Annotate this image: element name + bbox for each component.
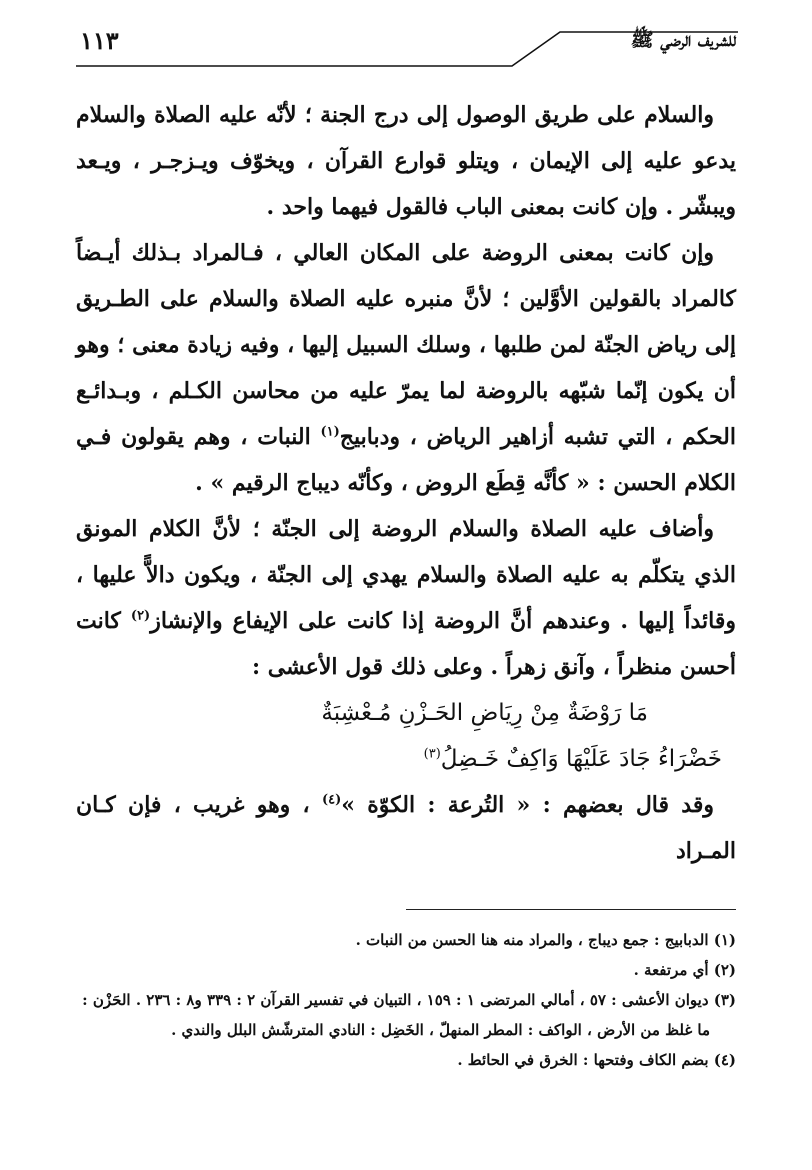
- paragraph-2: [76, 230, 736, 506]
- footnote-ref-4: (٤): [321, 792, 342, 808]
- text-line: كالمراد بالقولين الأوَّلين ؛ لأنَّ منبره عليه الصلاة والسلام على الطـريق: [76, 286, 736, 312]
- footnote-2: (٢) أي مرتفعة .: [633, 961, 736, 979]
- text-line: الحكم ، التي تشبه أزاهير الرياض ، ودبابيج: [339, 424, 736, 450]
- footnote-3: (٣) ديوان الأعشى : ٥٧ ، أمالي المرتضى ١ : ١٥٩ ، التبيان في تفسير القرآن ٢ : ٣٣٩ و٨ : ٢٣٦ . الحَزْن :: [82, 991, 736, 1009]
- text-line: وأضاف عليه الصلاة والسلام الروضة إلى الجنّة ؛ لأنَّ الكلام المونق: [76, 516, 714, 542]
- text-line: يدعو عليه إلى الإيمان ، ويتلو قوارع القرآن ، ويخوّف ويـزجـر ، ويـعد: [76, 148, 736, 174]
- text-line: والسلام على طريق الوصول إلى درج الجنة ؛ لأنّه عليه الصلاة والسلام: [76, 102, 714, 128]
- footnote-divider: [406, 909, 736, 910]
- verse-line-1: مَا رَوْضَةٌ مِنْ رِيَاضِ الحَـزْنِ مُـعْشِبَةٌ: [321, 700, 648, 726]
- footnote-ref-3: (٣): [423, 746, 441, 762]
- text-line: ويبشّر . وإن كانت بمعنى الباب فالقول فيهما واحد .: [266, 194, 736, 220]
- paragraph-4: [76, 782, 736, 874]
- paragraph-1: [76, 92, 736, 230]
- text-line: وقد قال بعضهم : « التُرعة : الكوّة »: [341, 792, 714, 818]
- footnote-ref-1: (١): [320, 424, 340, 440]
- text-line: الكلام الحسن : « كأنَّه قِطَع الروض ، وكأنّه ديباج الرقيم » .: [195, 470, 736, 496]
- text-line: وإن كانت بمعنى الروضة على المكان العالي ، فـالمراد بـذلك أيـضاً: [76, 240, 715, 266]
- paragraph-3: [76, 506, 736, 690]
- text-line: أن يكون إنّما شبّهه بالروضة لما يمرّ عليه من محاسن الكـلم ، وبـدائـع: [76, 378, 736, 404]
- page-number: ١١٣: [80, 26, 119, 55]
- text-line: النبات ، وهم يقولون فـي: [76, 424, 321, 450]
- running-head: للشريف الرضي ﷺ: [630, 29, 736, 51]
- footnote-ref-2: (٢): [130, 608, 151, 624]
- footnote-3-continued: ما غلظ من الأرض ، الواكف : المطر المنهلّ ، الخَضِل : النادي المترشّش البلل والندي .: [171, 1021, 710, 1039]
- verse-line-2: [76, 736, 736, 782]
- verse-text: خَضْرَاءُ جَادَ عَلَيْهَا وَاكِفٌ خَـضِلُ: [440, 746, 722, 772]
- text-line: الذي يتكلّم به عليه الصلاة والسلام يهدي إلى الجنّة ، ويكون دالاًّ عليها ،: [76, 562, 736, 588]
- text-line: أحسن منظراً ، وآنق زهراً . وعلى ذلك قول الأعشى :: [252, 654, 736, 680]
- footnote-4: (٤) بضم الكاف وفتحها : الخرق في الحائط .: [457, 1051, 736, 1069]
- footnotes: [76, 925, 736, 1075]
- text-line: كانت: [76, 608, 131, 634]
- footnote-1: (١) الدبابيج : جمع ديباج ، والمراد منه هنا الحسن من النبات .: [355, 931, 736, 949]
- text-line: إلى رياض الجنّة لمن طلبها ، وسلك السبيل إليها ، وفيه زيادة معنى ؛ وهو: [76, 332, 736, 358]
- text-line: وقائداً إليها . وعندهم أنَّ الروضة إذا كانت على الإيفاع والإنشاز: [150, 608, 737, 634]
- main-text: [76, 92, 736, 874]
- text-line: ، وهو غريب ، فإن كـان المـراد: [76, 792, 736, 864]
